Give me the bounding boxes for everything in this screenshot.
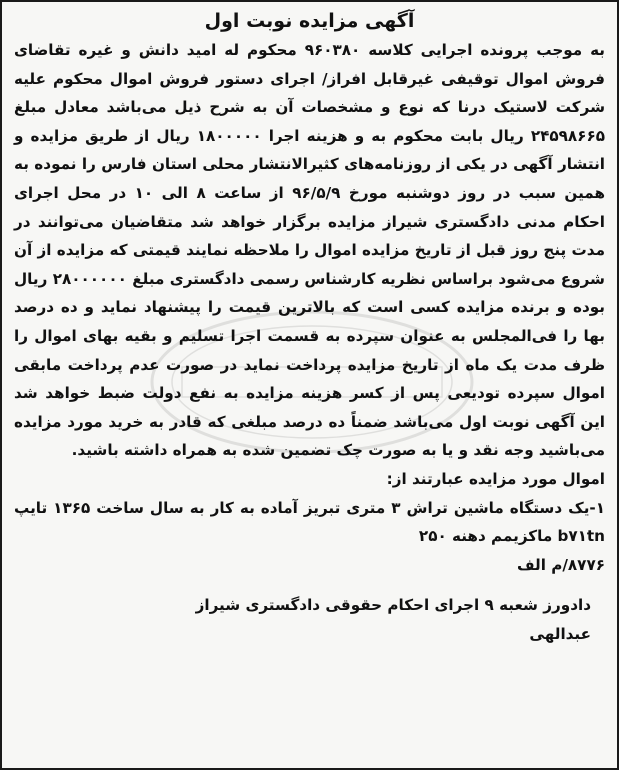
auction-item: ۱-یک دستگاه ماشین تراش ۳ متری تبریز آماده به کار به سال ساخت ۱۳۶۵ تایپ b۷۱tn ماکزیمم دهنه ۲۵۰ <box>14 498 605 546</box>
signature-title: دادورز شعبه ۹ اجرای احکام حقوقی دادگستری شیراز <box>195 596 591 615</box>
notice-title: آگهی مزایده نوبت اول <box>204 10 415 32</box>
signature-name: عبدالهی <box>529 624 591 643</box>
notice-body: به موجب پرونده اجرایی کلاسه ۹۶۰۳۸۰ محکوم له امید دانش و غیره تقاضای فروش اموال توقیفی غیرقابل افراز/ اجرای دستور فروش اموال محکوم علیه شرکت لاستیک درنا که نوع و مشخصات آن به شرح ذیل می‌باشد معادل مبلغ ۲۴۵۹۸۶۶۵ ریال بابت محکوم به و هزینه اجرا ۱۸۰۰۰۰۰ ریال از طریق مزایده و انتشار آگهی در یکی از روزنامه‌های کثیرالانتشار محلی استان فارس را نموده به همین سبب در روز دوشنبه مورخ ۹۶/۵/۹ از ساعت ۸ الی ۱۰ در محل اجرای احکام مدنی دادگستری شیراز مزایده برگزار خواهد شد متقاضیان می‌توانند در مدت پنج روز قبل از تاریخ مزایده اموال را ملاحظه نمایند قیمتی که مزایده از آن شروع می‌شود براساس نظریه کارشناس رسمی دادگستری مبلغ ۲۸۰۰۰۰۰۰ ریال بوده و برنده مزایده کسی است که بالاترین قیمت را پیشنهاد نماید و ده درصد بها را فی‌المجلس به عنوان سپرده به قسمت اجرا تسلیم و بقیه بهای اموال را ظرف مدت یک ماه از تاریخ مزایده پرداخت نماید در صورت عدم پرداخت مابقی اموال سپرده تودیعی پس از کسر هزینه مزایده به نفع دولت ضبط خواهد شد این آگهی نوبت اول می‌باشد ضمناً ده درصد مبلغی که قادر به خرید مورد مزایده می‌باشید وجه نقد و یا به صورت چک تضمین شده به همراه داشته باشید. <box>14 41 606 460</box>
auction-notice <box>14 8 605 762</box>
reference-number: ۸۷۷۶/م الف <box>516 555 605 574</box>
items-heading: اموال مورد مزایده عبارتند از: <box>386 469 605 488</box>
